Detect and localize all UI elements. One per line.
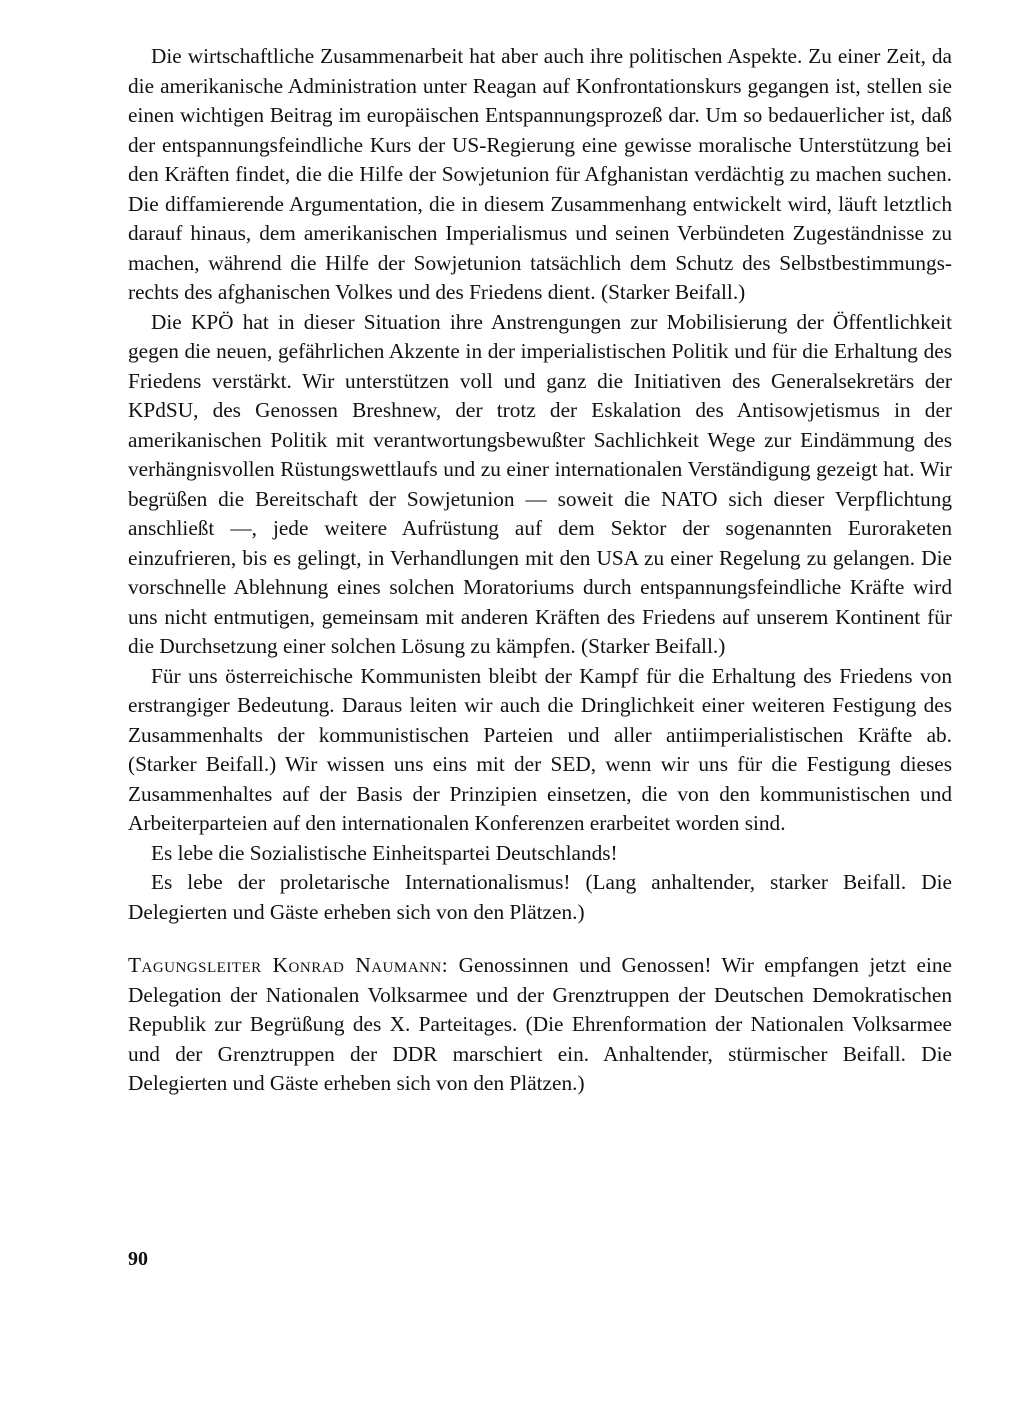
paragraph-long-live-sed: Es lebe die Sozialistische Einheitspartei Deutschlands! — [151, 840, 618, 865]
paragraph-long-live-internationalism: Es lebe der proletarische Internationalismus! (Lang anhaltender, starker Beifall. Die Delegierten und Gäste erheben sich von den Plätzen.) — [128, 870, 952, 924]
page-number: 90 — [128, 1248, 148, 1270]
paragraph-chair-announcement — [128, 951, 952, 1099]
document-body — [128, 42, 952, 1099]
paragraph-kpoe-peace: Die KPÖ hat in dieser Situation ihre Anstrengungen zur Mobilisierung der Öffentlichkeit gegen die neuen, gefährlichen Akzente in der imperialistischen Politik und für die Erhaltung des Friedens verstärkt. Wir unterstützen voll und ganz die Initiativen des Generalsekretärs der KPdSU, des Genossen Breshnew, der trotz der Eskalation des Antisowjetismus in der amerikanischen Politik mit verantwortungsbewußter Sachlichkeit Wege zur Eindämmung des verhängnisvollen Rüstungswettlaufs und zu einer internationalen Verständigung gezeigt hat. Wir begrüßen die Bereitschaft der Sowjetunion — soweit die NATO sich dieser Verpflichtung anschließt —, jede weitere Aufrüstung auf dem Sektor der sogenannten Euroraketen einzufrieren, bis es gelingt, in Verhandlungen mit den USA zu einer Regelung zu gelangen. Die vorschnelle Ablehnung eines solchen Moratoriums durch entspannungsfeindliche Kräfte wird uns nicht entmutigen, gemeinsam mit anderen Kräften des Friedens auf unserem Kontinent für die Durchsetzung einer solchen Lösung zu kämpfen. (Starker Beifall.) — [128, 309, 952, 658]
chair-announcement-text: Genossinnen und Genossen! Wir empfangen jetzt eine Delegation der Nationalen Volksarmee und der Grenztruppen der Deutschen Demokratischen Republik zur Begrüßung des X. Parteitages. (Die Ehrenformation der Nationalen Volksarmee und der Grenztruppen der DDR marschiert ein. Anhaltender, stürmischer Beifall. Die Delegierten und Gäste erheben sich von den Plätzen.) — [128, 953, 952, 1095]
paragraph-austrian-communists: Für uns österreichische Kommunisten bleibt der Kampf für die Erhaltung des Friedens von erstrangiger Bedeutung. Daraus leiten wir auch die Dringlichkeit einer weiteren Festigung des Zusammenhalts der kommunistischen Parteien und aller antiimperialistischen Kräfte ab. (Starker Beifall.) Wir wissen uns eins mit der SED, wenn wir uns für die Festigung dieses Zusammenhaltes auf der Basis der Prinzipien einsetzen, die von den kommunistischen und Arbeiterparteien auf den internationalen Konferenzen erarbeitet worden sind. — [128, 663, 952, 835]
paragraph-economic-cooperation: Die wirtschaftliche Zusammenarbeit hat aber auch ihre politischen Aspekte. Zu einer Zeit, da die amerikanische Administration unter Reagan auf Konfrontationskurs gegangen ist, stellen sie einen wichtigen Beitrag im europäischen Entspannungsprozeß dar. Um so bedauerlicher ist, daß der entspannungsfeindliche Kurs der US-Regierung eine gewisse moralische Unterstützung bei den Kräften findet, die die Hilfe der Sowjetunion für Afghanistan verdächtig zu machen suchen. Die diffamierende Argumentation, die in diesem Zusammenhang entwickelt wird, läuft letztlich darauf hinaus, dem amerikanischen Imperialismus und seinen Verbündeten Zugeständnisse zu machen, während die Hilfe der Sowjetunion tatsächlich dem Schutz des Selbstbestimmungsrechts des afghanischen Volkes und des Friedens dient. (Starker Beifall.) — [128, 44, 952, 304]
chair-speaker-name: Tagungsleiter Konrad Naumann: — [128, 953, 449, 977]
section-gap — [128, 927, 952, 951]
